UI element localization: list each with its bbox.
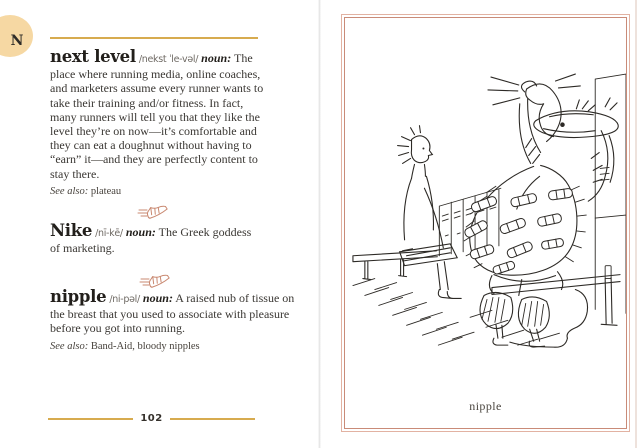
left-bench [353,251,437,280]
section-letter-tab [0,15,33,57]
winged-shoe-icon [136,196,170,227]
entry-pos: noun: [201,51,232,65]
see-also-label: See also: [50,185,89,197]
see-also-label: See also: [50,340,89,352]
entry-next-level [50,47,272,197]
entry-nipple [50,287,298,352]
entry-pronunciation: /ni-pəl/ [109,294,140,305]
entry-nike [50,221,262,256]
band-aids [463,188,572,275]
illustration-frame [341,14,630,432]
entry-paragraph [50,221,262,256]
locker-room-illustration [345,18,626,428]
illustration-frame-inner [344,17,627,429]
entry-headword: next level [50,47,136,66]
see-also-line [50,341,298,352]
page-gutter [318,0,321,448]
entry-pronunciation: /nī-kē/ [95,228,123,239]
top-divider-rule [50,37,258,39]
floor-hatching [353,279,560,346]
right-bench [492,275,620,348]
entry-pronunciation: /nekst ˈle-vəl/ [138,54,199,65]
see-also-refs: plateau [90,185,122,197]
see-also-refs: Band-Aid, bloody nipples [90,340,200,352]
entry-headword: nipple [50,287,107,306]
footer-rule-left [48,418,133,420]
entry-paragraph [50,287,298,336]
illustration-caption: nipple [469,399,502,413]
entry-paragraph [50,47,272,181]
footer-rule-right [170,418,255,420]
entry-definition: A raised nub of tissue on the breast that you used to associate with pleasure before you got into running. [50,291,295,336]
entry-definition: The Greek goddess of marketing. [50,225,252,256]
page-edge [635,0,637,448]
entry-headword: Nike [50,221,93,240]
section-letter: N [10,32,24,49]
entry-definition: The place where running media, online coaches, and marketers assume every runner wants to take their training and/or fitness. In fact, many runners will tell you that they like the level they’re on now—it’s comfortable and they can eat a doughnut without having to “earn” it—and they are perfectly content to stay there. [50,51,264,181]
entry-pos: noun: [125,225,156,239]
page-footer [48,413,255,424]
page-number: 102 [140,413,163,424]
entry-pos: noun: [142,291,173,305]
